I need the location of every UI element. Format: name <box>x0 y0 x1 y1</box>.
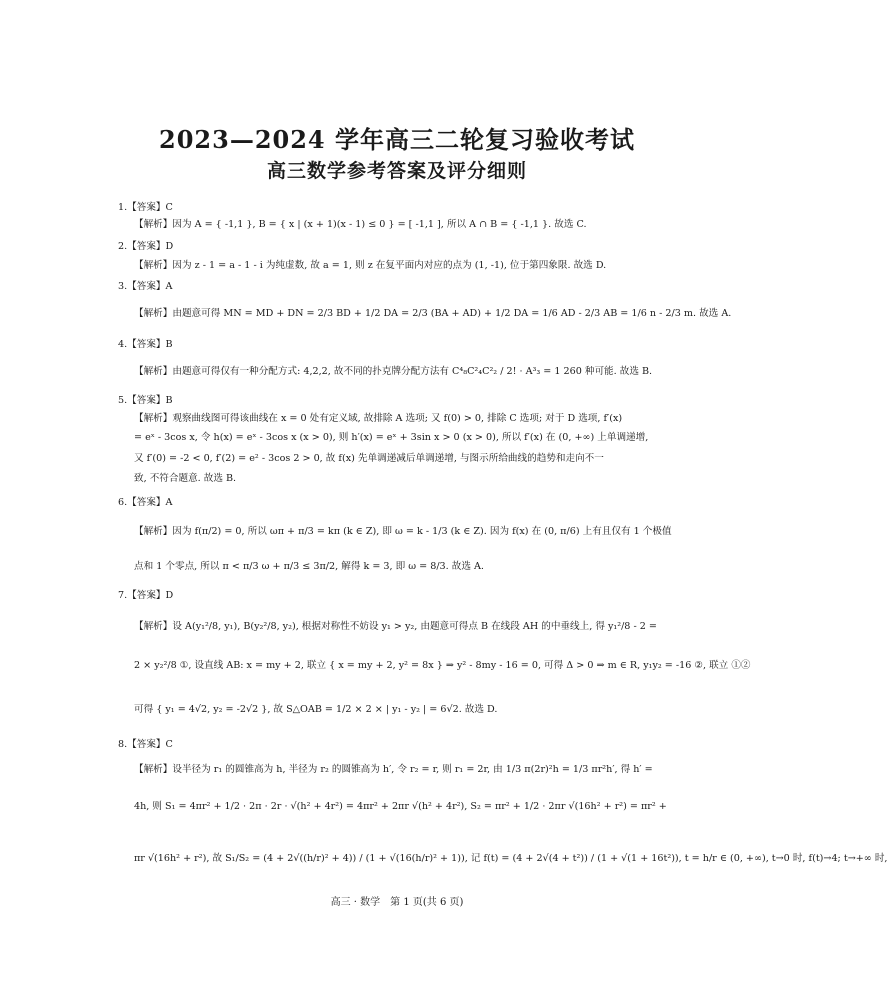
solution-line: 【解析】因为 z - 1 = a - 1 - i 为纯虚数, 故 a = 1, 则 z 在复平面内对应的点为 (1, -1), 位于第四象限. 故选 D. <box>134 260 607 271</box>
solution-line: 点和 1 个零点, 所以 π < π/3 ω + π/3 ≤ 3π/2, 解得 k = 3, 即 ω = 8/3. 故选 A. <box>134 561 484 572</box>
exam-title: 2023—2024 学年高三二轮复习验收考试 <box>159 125 635 154</box>
solution-line: 【解析】由题意可得 MN = MD + DN = 2/3 BD + 1/2 DA = 2/3 (BA + AD) + 1/2 DA = 1/6 AD - 2/3 AB = 1/6 n - 2/3 m. 故选 A. <box>134 308 732 319</box>
answer-label: 4.【答案】B <box>118 339 173 350</box>
solution-line: = eˣ - 3cos x, 令 h(x) = eˣ - 3cos x (x > 0), 则 h′(x) = eˣ + 3sin x > 0 (x > 0), 所以 f′(x) 在 (0, +∞) 上单调递增, <box>134 432 649 443</box>
answer-label: 6.【答案】A <box>118 497 173 508</box>
solution-line: 4h, 则 S₁ = 4πr² + 1/2 · 2π · 2r · √(h² + 4r²) = 4πr² + 2πr √(h² + 4r²), S₂ = πr² + 1/2 · 2πr √(16h² + r²) = πr² + <box>134 801 667 812</box>
solution-line: 致, 不符合题意. 故选 B. <box>134 473 237 484</box>
document-subtitle: 高三数学参考答案及评分细则 <box>266 160 527 182</box>
solution-line: πr √(16h² + r²), 故 S₁/S₂ = (4 + 2√((h/r)² + 4)) / (1 + √(16(h/r)² + 1)), 记 f(t) = (4 + 2√(4 + t²)) / (1 + √(1 + 16t²)), t = h/r ∈ (0, +∞), t→0 时, f(t)→4; t→+∞ 时, <box>134 853 887 864</box>
solution-line: 【解析】由题意可得仅有一种分配方式: 4,2,2, 故不同的扑克牌分配方法有 C⁴₈C²₄C²₂ / 2! · A³₃ = 1 260 种可能. 故选 B. <box>134 366 653 377</box>
solution-line: 【解析】因为 A = { -1,1 }, B = { x | (x + 1)(x - 1) ≤ 0 } = [ -1,1 ], 所以 A ∩ B = { -1,1 }. 故选 C. <box>134 219 587 230</box>
solution-line: 又 f′(0) = -2 < 0, f′(2) = e² - 3cos 2 > 0, 故 f(x) 先单调递减后单调递增, 与图示所给曲线的趋势和走向不一 <box>134 453 604 464</box>
solution-line: 2 × y₂²/8 ①, 设直线 AB: x = my + 2, 联立 { x = my + 2, y² = 8x } ⇒ y² - 8my - 16 = 0, 可得 Δ > 0 ⇒ m ∈ R, y₁y₂ = -16 ②, 联立 ①② <box>134 660 751 671</box>
answer-label: 7.【答案】D <box>118 590 174 601</box>
answer-label: 1.【答案】C <box>118 202 173 213</box>
answer-label: 2.【答案】D <box>118 241 174 252</box>
answer-label: 3.【答案】A <box>118 281 173 292</box>
page-footer: 高三 · 数学 第 1 页(共 6 页) <box>330 897 464 908</box>
solution-line: 可得 { y₁ = 4√2, y₂ = -2√2 }, 故 S△OAB = 1/2 × 2 × | y₁ - y₂ | = 6√2. 故选 D. <box>134 704 498 715</box>
answer-label: 5.【答案】B <box>118 395 173 406</box>
solution-line: 【解析】设 A(y₁²/8, y₁), B(y₂²/8, y₂), 根据对称性不妨设 y₁ > y₂, 由题意可得点 B 在线段 AH 的中垂线上, 得 y₁²/8 - 2 = <box>134 621 657 632</box>
answer-label: 8.【答案】C <box>118 739 173 750</box>
solution-line: 【解析】观察曲线图可得该曲线在 x = 0 处有定义域, 故排除 A 选项; 又 f(0) > 0, 排除 C 选项; 对于 D 选项, f′(x) <box>134 413 623 424</box>
solution-line: 【解析】设半径为 r₁ 的圆锥高为 h, 半径为 r₂ 的圆锥高为 h′, 令 r₂ = r, 则 r₁ = 2r, 由 1/3 π(2r)²h = 1/3 πr²h′, 得 h′ = <box>134 764 653 775</box>
solution-line: 【解析】因为 f(π/2) = 0, 所以 ωπ + π/3 = kπ (k ∈ Z), 即 ω = k - 1/3 (k ∈ Z). 因为 f(x) 在 (0, π/6) 上有且仅有 1 个极值 <box>134 526 672 537</box>
